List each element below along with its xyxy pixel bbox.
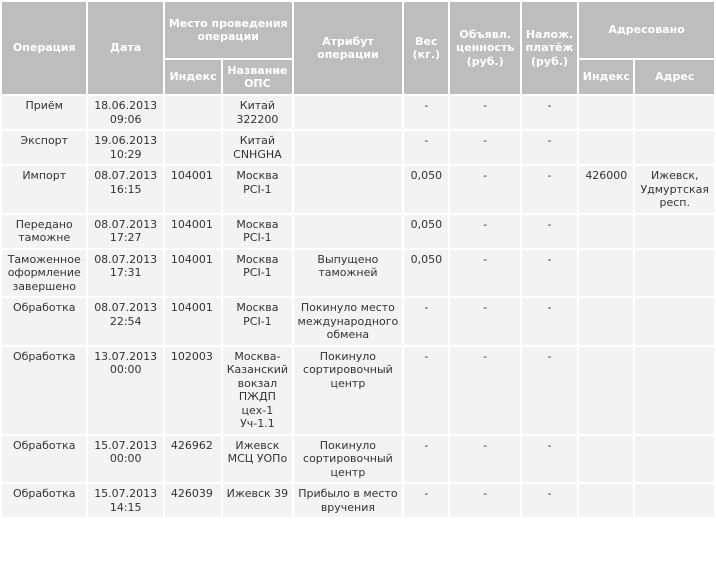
cell-date: 13.07.2013 00:00: [88, 347, 162, 434]
cell-ops-name: Москва PCI-1: [223, 250, 291, 297]
cell-date: 15.07.2013 14:15: [88, 484, 162, 517]
cell-attribute: Выпущено таможней: [294, 250, 403, 297]
cell-index: [165, 131, 221, 164]
header-declared-value: Объявл. ценность (руб.): [450, 2, 519, 94]
header-place-name: Название ОПС: [223, 60, 291, 94]
cell-attribute: [294, 215, 403, 248]
cell-addr-address: [635, 215, 714, 248]
cell-addr-address: [635, 436, 714, 483]
cell-cod: -: [522, 166, 577, 213]
cell-weight: -: [404, 131, 448, 164]
cell-addr-address: [635, 250, 714, 297]
cell-index: 104001: [165, 166, 221, 213]
cell-operation: Экспорт: [2, 131, 86, 164]
cell-index: 102003: [165, 347, 221, 434]
cell-attribute: [294, 131, 403, 164]
cell-addr-index: [579, 250, 633, 297]
cell-index: 426962: [165, 436, 221, 483]
cell-weight: 0,050: [404, 215, 448, 248]
cell-operation: Обработка: [2, 298, 86, 345]
cell-attribute: [294, 96, 403, 129]
cell-ops-name: Ижевск 39: [223, 484, 291, 517]
table-row: [2, 96, 714, 129]
header-attribute: Атрибут операции: [294, 2, 403, 94]
table-row: [2, 215, 714, 248]
cell-cod: -: [522, 131, 577, 164]
cell-cod: -: [522, 250, 577, 297]
cell-addr-address: [635, 347, 714, 434]
cell-cod: -: [522, 215, 577, 248]
cell-ops-name: Китай CNHGHA: [223, 131, 291, 164]
cell-cod: -: [522, 347, 577, 434]
cell-attribute: Покинуло сортировочный центр: [294, 347, 403, 434]
cell-addr-index: 426000: [579, 166, 633, 213]
cell-declared-value: -: [450, 484, 519, 517]
cell-addr-address: [635, 131, 714, 164]
cell-addr-index: [579, 347, 633, 434]
cell-cod: -: [522, 436, 577, 483]
cell-operation: Таможенное оформление завершено: [2, 250, 86, 297]
cell-date: 08.07.2013 17:27: [88, 215, 162, 248]
table-row: [2, 298, 714, 345]
table-row: [2, 436, 714, 483]
cell-declared-value: -: [450, 215, 519, 248]
cell-index: 104001: [165, 298, 221, 345]
cell-date: 15.07.2013 00:00: [88, 436, 162, 483]
table-row: [2, 166, 714, 213]
cell-declared-value: -: [450, 347, 519, 434]
cell-declared-value: -: [450, 96, 519, 129]
cell-cod: -: [522, 298, 577, 345]
header-weight: Вес (кг.): [404, 2, 448, 94]
cell-addr-index: [579, 298, 633, 345]
cell-attribute: Прибыло в место вручения: [294, 484, 403, 517]
cell-weight: -: [404, 96, 448, 129]
header-operation: Операция: [2, 2, 86, 94]
cell-cod: -: [522, 96, 577, 129]
header-date: Дата: [88, 2, 162, 94]
header-addressed: Адресовано: [579, 2, 714, 58]
cell-addr-address: Ижевск, Удмуртская респ.: [635, 166, 714, 213]
header-cod: Налож. платёж (руб.): [522, 2, 577, 94]
cell-declared-value: -: [450, 131, 519, 164]
cell-addr-index: [579, 131, 633, 164]
table-row: [2, 347, 714, 434]
cell-weight: -: [404, 298, 448, 345]
table-row: [2, 250, 714, 297]
cell-declared-value: -: [450, 436, 519, 483]
cell-ops-name: Москва PCI-1: [223, 215, 291, 248]
cell-declared-value: -: [450, 166, 519, 213]
cell-index: 426039: [165, 484, 221, 517]
cell-operation: Обработка: [2, 436, 86, 483]
cell-index: 104001: [165, 215, 221, 248]
cell-operation: Обработка: [2, 347, 86, 434]
cell-weight: 0,050: [404, 166, 448, 213]
cell-ops-name: Москва-Казанский вокзал ПЖДП цех-1 Уч-1.1: [223, 347, 291, 434]
header-addr-address: Адрес: [635, 60, 714, 94]
cell-declared-value: -: [450, 250, 519, 297]
table-row: [2, 484, 714, 517]
cell-addr-address: [635, 298, 714, 345]
cell-attribute: [294, 166, 403, 213]
cell-attribute: Покинуло место международного обмена: [294, 298, 403, 345]
cell-date: 18.06.2013 09:06: [88, 96, 162, 129]
cell-operation: Импорт: [2, 166, 86, 213]
cell-date: 19.06.2013 10:29: [88, 131, 162, 164]
cell-addr-address: [635, 484, 714, 517]
cell-ops-name: Китай 322200: [223, 96, 291, 129]
cell-operation: Обработка: [2, 484, 86, 517]
table-row: [2, 131, 714, 164]
cell-addr-index: [579, 96, 633, 129]
header-addr-index: Индекс: [579, 60, 633, 94]
cell-index: 104001: [165, 250, 221, 297]
cell-ops-name: Москва PCI-1: [223, 298, 291, 345]
cell-ops-name: Ижевск МСЦ УОПо: [223, 436, 291, 483]
cell-weight: 0,050: [404, 250, 448, 297]
cell-weight: -: [404, 484, 448, 517]
cell-date: 08.07.2013 22:54: [88, 298, 162, 345]
cell-ops-name: Москва PCI-1: [223, 166, 291, 213]
cell-weight: -: [404, 436, 448, 483]
cell-date: 08.07.2013 17:31: [88, 250, 162, 297]
header-place-index: Индекс: [165, 60, 221, 94]
cell-addr-address: [635, 96, 714, 129]
cell-addr-index: [579, 436, 633, 483]
cell-index: [165, 96, 221, 129]
header-place: Место проведения операции: [165, 2, 292, 58]
cell-cod: -: [522, 484, 577, 517]
cell-weight: -: [404, 347, 448, 434]
cell-addr-index: [579, 484, 633, 517]
cell-date: 08.07.2013 16:15: [88, 166, 162, 213]
cell-operation: Приём: [2, 96, 86, 129]
cell-attribute: Покинуло сортировочный центр: [294, 436, 403, 483]
cell-operation: Передано таможне: [2, 215, 86, 248]
cell-addr-index: [579, 215, 633, 248]
cell-declared-value: -: [450, 298, 519, 345]
